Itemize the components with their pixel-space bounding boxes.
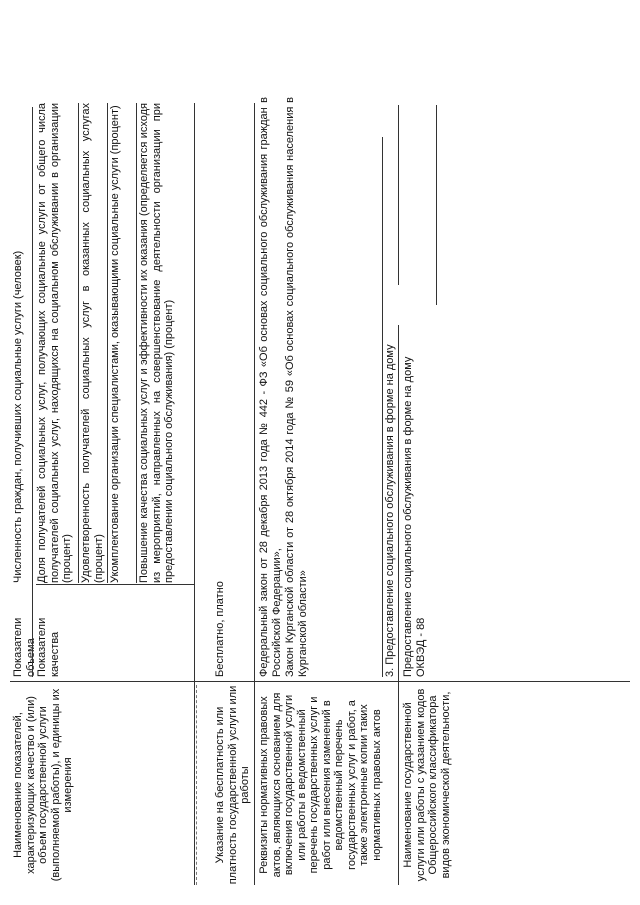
kach-item-2: Удовлетворенность получателей социальных услуг в оказанных социальных услугах (процент) [80, 103, 105, 583]
kach-item-1: Доля получателей социальных услуг, получающих социальные услуги от общего числа получателей социальных услуг, находящихся на социальном обслуживании в организации (процент) [36, 103, 73, 583]
section-title: 3. Предоставление социального обслуживания в форме на дому [384, 344, 396, 677]
objem-label: Показатели объема [12, 617, 37, 677]
kach-item-3: Укомплектование организации специалистами, оказывающими социальные услуги (процент) [109, 105, 121, 583]
naim-usl-label: Наименование государственной услуги или работы с указанием кодов Общероссийского классификатора видов экономической деятельности, [402, 688, 452, 882]
naim-label: Наименование показателей, характеризующих качество и (или) объем государственной услуги (выполняемой работы), и единицы их измерения [12, 688, 74, 882]
objem-value: Численность граждан, получивших социальные услуги (человек) [12, 250, 24, 583]
besplat-value: Бесплатно, платно [214, 581, 226, 677]
besplat-label: Указание на бесплатность или платность государственной услуги или работы [214, 685, 251, 885]
rekv-label: Реквизиты нормативных правовых актов, являющихся основанием для включения государственной услуги или работы в ведомственный перечень государственных услуг и работ или внесения изменений в ведомственный перечень государственных услуг и работ, а также электронные копии таких нормативных правовых актов [258, 692, 383, 878]
naim-usl-value: Предоставление социального обслуживания в форме на дому [402, 356, 414, 677]
kach-label: Показатели качества [36, 617, 61, 677]
kach-item-4: Повышение качества социальных услуг и эффективности их оказания (определяется исходя из мероприятий, направленных на совершенствование деятельности организации при предоставлении социального обслуживания) (процент) [138, 103, 175, 583]
okved-value: ОКВЭД - 88 [415, 617, 427, 677]
law-1: Федеральный закон от 28 декабря 2013 года № 442 - ФЗ «Об основах социального обслуживания граждан в Российской Федерации», [258, 97, 283, 677]
law-2: Закон Курганской области от 28 октября 2014 года № 59 «Об основах социального обслуживания населения в Курганской области» [284, 97, 309, 677]
